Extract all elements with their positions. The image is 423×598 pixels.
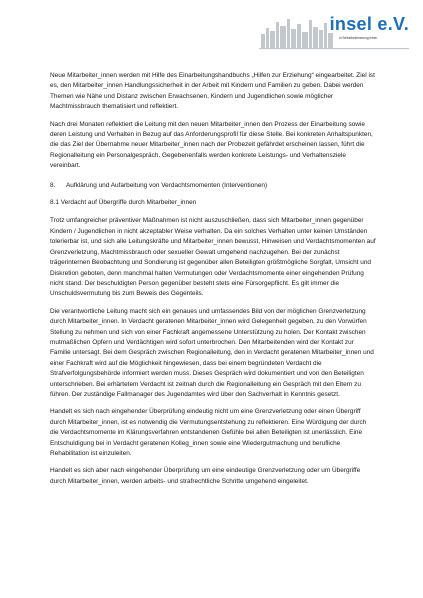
insel-logo [259, 4, 409, 60]
logo-tagline: in Selbstbestimmung leben [339, 36, 378, 40]
section-number: 8. [50, 181, 56, 189]
section-heading [50, 181, 376, 191]
logo-wordmark: insel e.V. [329, 14, 409, 34]
paragraph-probation-review: Nach drei Monaten reflektiert die Leitung mit den neuen Mitarbeiter_innen den Prozess der Einarbeitung sowie deren Leistung und Verhalten in Bezug auf das Anforderungsprofil für diese Stelle. Bei konkreten Anhaltspunkten, die das Ziel der Übernahme neuer Mitarbeiter_innen nach der Probezeit gefährdet erscheinen lassen, führt die Regionalleitung ein Personalgespräch. Gegebenenfalls werden konkrete Leistungs- und Verhaltensziele vereinbart. [50, 120, 373, 170]
section-title: Aufklärung und Aufarbeitung von Verdachtsmomenten (Interventionen) [66, 181, 268, 189]
paragraph-leadership-procedure: Die verantwortliche Leitung macht sich ein genaues und umfassendes Bild von der möglichen Grenzverletzung durch Mitarbeiter_innen. In Verdacht geratenen Mitarbeiter_innen wird Gelegenheit gegeben, zu den Vorwürfen Stellung zu nehmen und sich von einer Fachkraft angemessene Unterstützung zu holen. Der Kontakt zwischen mutmaßlichen Opfern und Verdächtigen wird sofort unterbrochen. Den Mitarbeitenden wird der Kontakt zur Familie untersagt. Bei dem Gespräch zwischen Regionalleitung, den in Verdacht geratenen Mitarbeiter_innen und einer Fachkraft wird auf die Möglichkeit hingewiesen, dass bei einem begründeten Verdacht die Strafverfolgungsbehörde informiert werden muss. Dieses Gespräch wird dokumentiert und von den Beteiligten unterschrieben. Bei erhärtetem Verdacht ist zeitnah durch die Regionalleitung ein Gespräch mit den Eltern zu führen. Der zuständige Fallmanager des Jugendamtes wird über den Sachverhalt in Kenntnis gesetzt. [50, 307, 374, 398]
subsection-heading: 8.1 Verdacht auf Übergriffe durch Mitarbeiter_innen [50, 199, 197, 207]
paragraph-onboarding: Neue Mitarbeiter_innen werden mit Hilfe des Einarbeitungshandbuchs „Hilfen zur Erziehung“ eingearbeitet. Ziel ist es, den Mitarbeiter_innen Handlungssicherheit in der Arbeit mit Kindern und Familien zu geben. Dabei werden Themen wie Nähe und Distanz zwischen Erwachsenen, Kindern und Jugendlichen sowie möglicher Machtmissbrauch thematisiert und reflektiert. [50, 72, 375, 111]
paragraph-prevention: Trotz umfangreicher präventiver Maßnahmen ist nicht auszuschließen, dass sich Mitarbeiter_innen gegenüber Kindern / Jugendlichen in nicht akzeptabler Weise verhalten. Da ein solches Verhalten unter keinen Umständen tolerierbar ist, und sich alle Leitungskräfte und Mitarbeiter_innen bewusst, Hinweisen und Verdachtsmomenten auf Grenzverletzung, Machtmissbrauch oder sexueller Gewalt umgehend nachzugehen. Bei der zunächst trägerinternen Beobachtung und Sondierung ist gegenüber allen Beteiligten größtmögliche Sorgfalt, Umsicht und Diskretion geboten, denn manchmal halten Vermutungen oder Verdachtsmomente einer eingehenden Prüfung nicht stand. Der beschuldigten Person gegenüber besteht stets eine Fürsorgepflicht. Es gilt immer die Unschuldsvermutung bis zum Beweis des Gegenteils. [50, 217, 376, 298]
paragraph-unfounded-suspicion: Handelt es sich nach eingehender Überprüfung eindeutig nicht um eine Grenzverletzung oder einen Übergriff durch Mitarbeiter_innen, ist es notwendig die Vermutungsentstehung zu reflektieren. Eine Würdigung der durch die Verdachtsmomente im Klärungsverfahren entstandenen Gefühle bei allen Beteiligten ist unerlässlich. Eine Entschuldigung bei in Verdacht geratenen Kolleg_innen sowie eine Wiedergutmachung und berufliche Rehabilitation ist einzuleiten. [50, 408, 367, 457]
document-body [50, 71, 376, 494]
paragraph-confirmed-violation: Handelt es sich aber nach eingehender Überprüfung um eine eindeutige Grenzverletzung oder um Übergriffe durch Mitarbeiter_innen, werden arbeits- und strafrechtliche Schritte umgehend eingeleitet. [50, 467, 361, 485]
